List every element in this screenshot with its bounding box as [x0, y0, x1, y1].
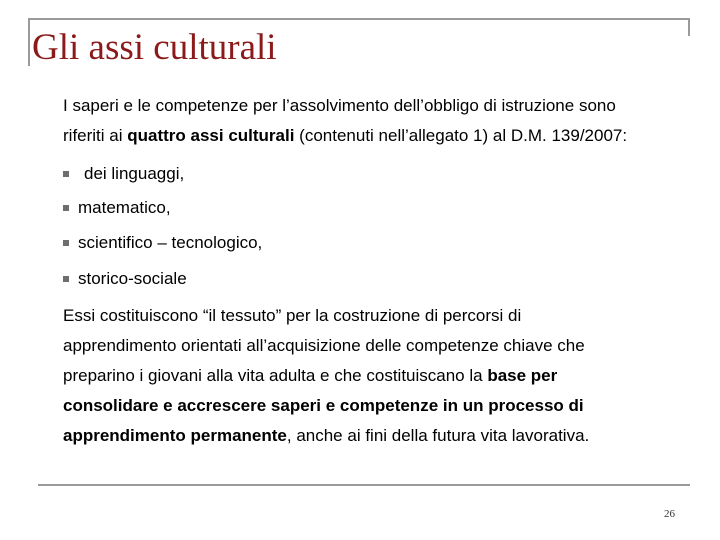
slide-title: Gli assi culturali [32, 27, 277, 68]
square-bullet-icon [63, 205, 69, 211]
closing-line-5-bold: apprendimento permanente [63, 426, 287, 445]
square-bullet-icon [63, 171, 69, 177]
intro-line-2-pre: riferiti ai [63, 126, 128, 145]
closing-paragraph [63, 301, 589, 451]
bullet-item [63, 228, 262, 258]
bullet-label: matematico, [78, 198, 171, 217]
intro-line-2-post: (contenuti nell’allegato 1) al D.M. 139/2007: [294, 126, 628, 145]
square-bullet-icon [63, 276, 69, 282]
closing-line-2: apprendimento orientati all’acquisizione delle competenze chiave che [63, 336, 585, 355]
frame-right-rule [688, 18, 690, 36]
frame-left-rule [28, 18, 30, 66]
closing-line-3-bold: base per [487, 366, 558, 385]
bullet-label: storico-sociale [78, 269, 187, 288]
bullet-item [63, 159, 184, 189]
closing-line-3-pre: preparino i giovani alla vita adulta e che costituiscano la [63, 366, 488, 385]
intro-line-2-bold: quattro assi culturali [127, 126, 295, 145]
closing-line-1: Essi costituiscono “il tessuto” per la costruzione di percorsi di [63, 306, 522, 325]
closing-line-4-bold: consolidare e accrescere saperi e competenze in un processo di [63, 396, 584, 415]
bullet-label: dei linguaggi, [84, 164, 185, 183]
closing-line-5-post: , anche ai fini della futura vita lavorativa. [286, 426, 590, 445]
page-number: 26 [664, 508, 675, 520]
bullet-item [63, 264, 187, 294]
bullet-item [63, 193, 171, 223]
footer-rule [38, 484, 690, 486]
intro-line-1: I saperi e le competenze per l’assolvimento dell’obbligo di istruzione sono [63, 96, 616, 115]
square-bullet-icon [63, 240, 69, 246]
bullet-label: scientifico – tecnologico, [78, 233, 263, 252]
intro-paragraph [63, 91, 627, 151]
frame-top-rule [28, 18, 690, 20]
